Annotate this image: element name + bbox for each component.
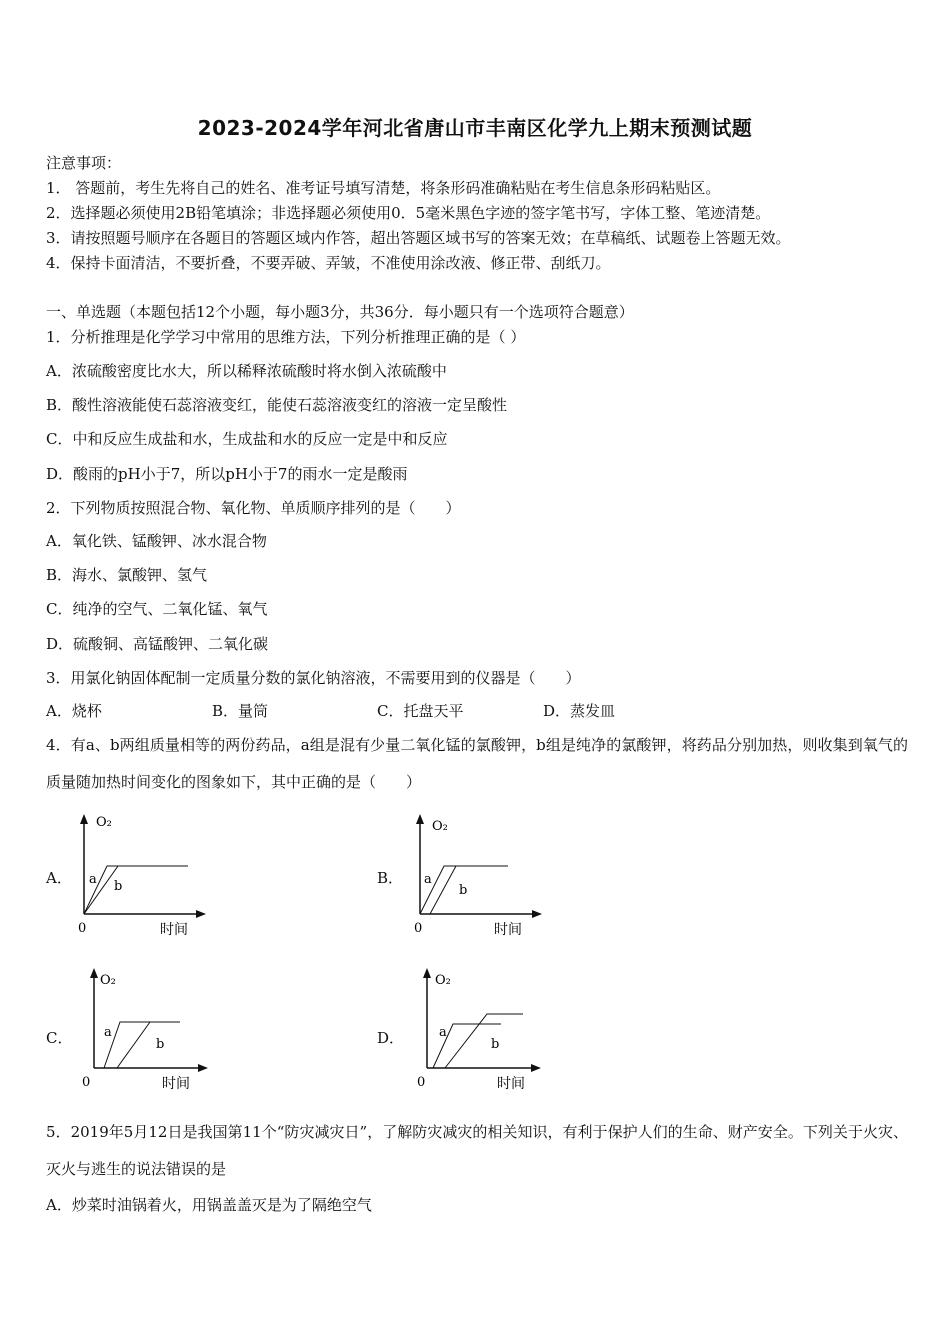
notice-item: 3．请按照题号顺序在各题目的答题区域内作答，超出答题区域书写的答案无效；在草稿纸、试题卷上答题无效。 <box>46 229 791 247</box>
origin-label: 0 <box>78 921 87 936</box>
series-b-label: b <box>459 883 468 898</box>
origin-label: 0 <box>417 1075 426 1090</box>
x-axis-label: 时间 <box>160 922 188 938</box>
question-2-option-c: C．纯净的空气、二氧化锰、氧气 <box>46 600 268 618</box>
question-4-graph-b <box>408 812 548 937</box>
question-4-option-c-letter: C． <box>46 1029 73 1047</box>
question-1-option-b: B．酸性溶液能使石蕊溶液变红，能使石蕊溶液变红的溶液一定呈酸性 <box>46 396 508 414</box>
y-axis-arrow <box>416 814 424 824</box>
series-a-label: a <box>89 872 97 887</box>
y-axis-arrow <box>90 968 98 978</box>
question-2-stem: 2．下列物质按照混合物、氧化物、单质顺序排列的是（ ） <box>46 499 461 517</box>
question-3-option-d: D．蒸发皿 <box>543 702 616 720</box>
origin-label: 0 <box>82 1075 91 1090</box>
y-axis-label: O₂ <box>100 973 116 988</box>
question-3-option-c: C．托盘天平 <box>377 702 464 720</box>
question-4-graph-a <box>72 812 212 937</box>
question-1-stem: 1．分析推理是化学学习中常用的思维方法，下列分析推理正确的是（ ） <box>46 328 526 346</box>
series-b-label: b <box>156 1037 165 1052</box>
curve-b <box>117 1022 150 1068</box>
series-a-label: a <box>104 1025 112 1040</box>
x-axis-label: 时间 <box>162 1076 190 1092</box>
notice-item: 4．保持卡面清洁，不要折叠，不要弄破、弄皱，不准使用涂改液、修正带、刮纸刀。 <box>46 254 611 272</box>
curve-b <box>430 866 456 914</box>
question-4-graph-c <box>82 966 222 1091</box>
x-axis-arrow <box>198 1064 208 1072</box>
x-axis-label: 时间 <box>494 922 522 938</box>
y-axis-arrow <box>80 814 88 824</box>
notice-item: 2．选择题必须使用2B铅笔填涂；非选择题必须使用0．5毫米黑色字迹的签字笔书写，字体工整、笔迹清楚。 <box>46 204 771 222</box>
question-4-option-d-letter: D． <box>377 1029 405 1047</box>
series-b-label: b <box>491 1037 500 1052</box>
curve-a <box>104 1022 180 1068</box>
question-2-option-d: D．硫酸铜、高锰酸钾、二氧化碳 <box>46 635 269 653</box>
x-axis-arrow <box>196 910 206 918</box>
origin-label: 0 <box>414 921 423 936</box>
x-axis-arrow <box>531 1064 541 1072</box>
x-axis-label: 时间 <box>497 1076 525 1092</box>
question-2-option-b: B．海水、氯酸钾、氢气 <box>46 566 208 584</box>
series-b-label: b <box>114 879 123 894</box>
question-5-stem: 5．2019年5月12日是我国第11个“防灾减灾日”，了解防灾减灾的相关知识，有利于保护人们的生命、财产安全。下列关于火灾、灭火与逃生的说法错误的是 <box>46 1123 908 1178</box>
y-axis-label: O₂ <box>432 819 448 834</box>
y-axis-label: O₂ <box>96 815 112 830</box>
question-3-option-b: B．量筒 <box>212 702 269 720</box>
y-axis-label: O₂ <box>435 973 451 988</box>
series-a-label: a <box>439 1025 447 1040</box>
y-axis-arrow <box>423 968 431 978</box>
question-1-option-c: C．中和反应生成盐和水，生成盐和水的反应一定是中和反应 <box>46 430 448 448</box>
question-5-option-a: A．炒菜时油锅着火，用锅盖盖灭是为了隔绝空气 <box>46 1196 372 1214</box>
notice-heading: 注意事项： <box>46 154 122 172</box>
series-a-label: a <box>424 872 432 887</box>
question-4-option-a-letter: A． <box>46 869 72 887</box>
page-title: 2023-2024学年河北省唐山市丰南区化学九上期末预测试题 <box>197 116 753 140</box>
question-4-graph-d <box>415 966 555 1091</box>
section-heading: 一、单选题（本题包括12个小题，每小题3分，共36分．每小题只有一个选项符合题意） <box>46 303 634 321</box>
notice-item: 1． 答题前，考生先将自己的姓名、准考证号填写清楚，将条形码准确粘贴在考生信息条形码粘贴区。 <box>46 179 721 197</box>
question-4-stem: 4．有a、b两组质量相等的两份药品，a组是混有少量二氧化锰的氯酸钾，b组是纯净的氯酸钾，将药品分别加热，则收集到氧气的质量随加热时间变化的图象如下，其中正确的是（ ） <box>46 736 908 791</box>
question-1-option-a: A．浓硫酸密度比水大，所以稀释浓硫酸时将水倒入浓硫酸中 <box>46 362 447 380</box>
question-3-option-a: A．烧杯 <box>46 702 102 720</box>
question-3-stem: 3．用氯化钠固体配制一定质量分数的氯化钠溶液，不需要用到的仪器是（ ） <box>46 669 581 687</box>
question-2-option-a: A．氧化铁、锰酸钾、冰水混合物 <box>46 532 267 550</box>
question-1-option-d: D．酸雨的pH小于7，所以pH小于7的雨水一定是酸雨 <box>46 465 408 483</box>
x-axis-arrow <box>532 910 542 918</box>
curve-b <box>445 1014 523 1068</box>
curve-a <box>84 866 188 914</box>
question-4-option-b-letter: B． <box>377 869 404 887</box>
